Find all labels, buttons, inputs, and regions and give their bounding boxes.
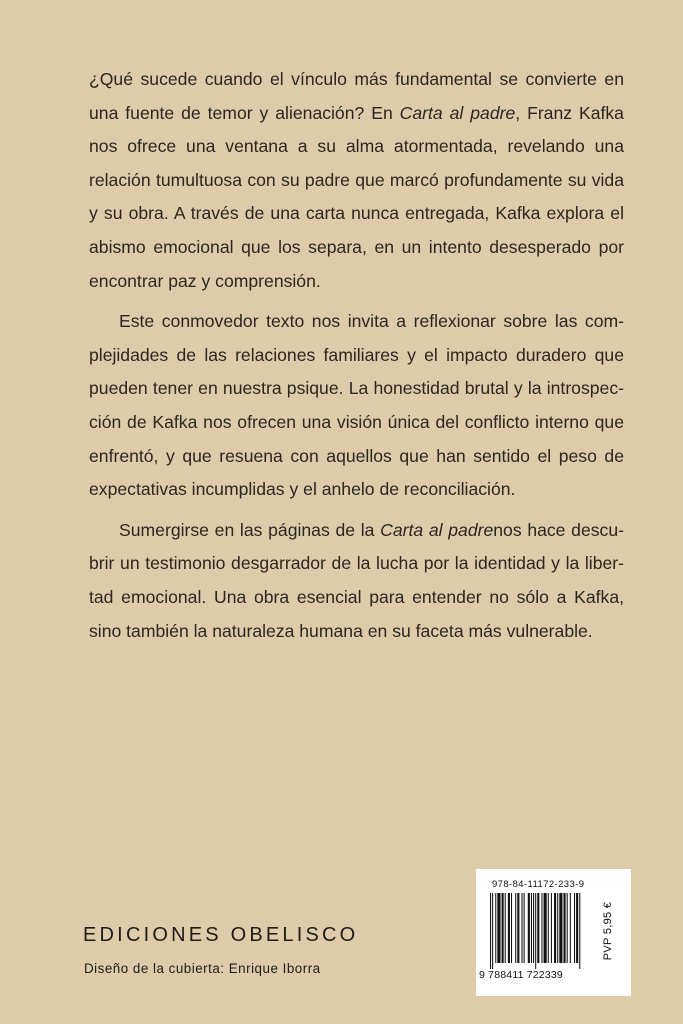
book-title-italic: Carta al padre <box>399 102 516 123</box>
price-label <box>601 901 615 961</box>
synopsis-paragraph-2: Este conmovedor texto nos invita a reflexionar sobre las complejidades de las relaciones familiares y el impacto duradero que pueden tener en nuestra psique. La honestidad brutal y la introspección de Kafka nos ofrecen una visión única del conflicto interno que enfrentó, y que resuena con aquellos que han sentido el peso de expectativas incumplidas y el anhelo de reconciliación. <box>89 311 624 500</box>
isbn-number: 978-84-11172-233-9 <box>492 879 585 890</box>
synopsis-paragraph-3-part-1: Sumergirse en las páginas de la <box>119 519 381 540</box>
barcode-digits: 9 788411 722339 <box>479 969 563 981</box>
barcode-panel <box>476 869 631 996</box>
synopsis-paragraph-3 <box>89 514 624 648</box>
barcode-icon <box>490 893 594 969</box>
book-title-italic: Carta al padre <box>380 519 494 540</box>
synopsis-paragraph-1-part-2: , Franz Kafka nos ofrece una ventana a su alma atormentada, revelando una relación tumultuosa con su padre que marcó profundamente su vida y su obra. A través de una carta nunca entregada, Kafka explora el abismo emocional que los separa, en un intento desesperado por encontrar paz y comprensión. <box>89 102 624 291</box>
publisher-name: EDICIONES OBELISCO <box>83 924 359 946</box>
synopsis-paragraph-1 <box>89 63 624 298</box>
synopsis-paragraph-1-part-1: ¿Qué sucede cuando el vínculo más fundamental se convierte en una fuente de temor y alienación? En <box>89 69 624 123</box>
synopsis-paragraph-3-part-2: nos hace descubrir un testimonio desgarrador de la lucha por la identidad y la libertad emocional. Una obra esencial para entender no sólo a Kafka, sino también la naturaleza humana en su faceta más vulnerable. <box>89 519 624 641</box>
price-text: PVP 5,95 € <box>602 901 614 961</box>
cover-design-credit: Diseño de la cubierta: Enrique Iborra <box>84 961 321 976</box>
synopsis <box>89 63 624 655</box>
